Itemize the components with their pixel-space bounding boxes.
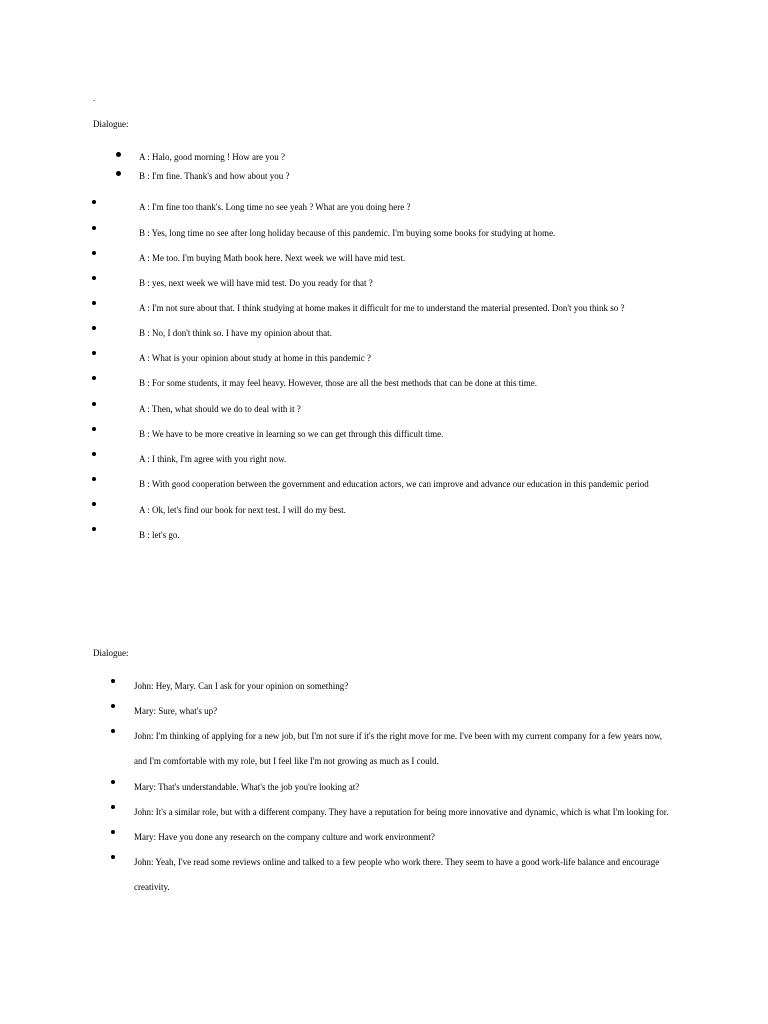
bullet — [92, 527, 96, 531]
list-item: B : yes, next week we will have mid test. Do you ready for that ? — [139, 278, 373, 288]
bullet — [116, 152, 121, 157]
list-item: A : I think, I'm agree with you right now. — [139, 454, 287, 464]
bullet — [92, 200, 96, 204]
bullet — [111, 855, 115, 859]
bullet — [92, 326, 96, 330]
bullet — [111, 679, 115, 683]
section2-heading: Dialogue: — [93, 648, 129, 658]
list-item: B : For some students, it may feel heavy. However, those are all the best methods that can be done at this time. — [139, 378, 537, 388]
list-item: Mary: Sure, what's up? — [134, 706, 218, 716]
bullet — [116, 171, 121, 176]
list-item: John: It's a similar role, but with a different company. They have a reputation for being more innovative and dynamic, which is what I'm looking for. — [134, 807, 669, 817]
bullet — [92, 351, 96, 355]
list-item: A : I'm not sure about that. I think studying at home makes it difficult for me to understand the material presented. Don't you think so ? — [139, 303, 625, 313]
list-item: B : Yes, long time no see after long holiday because of this pandemic. I'm buying some books for studying at home. — [139, 228, 556, 238]
bullet — [111, 780, 115, 784]
list-item-continuation: creativity. — [134, 882, 170, 892]
list-item: John: Hey, Mary. Can I ask for your opinion on something? — [134, 681, 349, 691]
bullet — [111, 729, 115, 733]
bullet — [92, 402, 96, 406]
bullet — [111, 830, 115, 834]
bullet — [92, 301, 96, 305]
section1-heading: Dialogue: — [93, 119, 129, 129]
bullet — [92, 452, 96, 456]
list-item: B : I'm fine. Thank's and how about you ? — [139, 171, 290, 181]
list-item: B : With good cooperation between the government and education actors, we can improve and advance our education in this pandemic period — [139, 479, 649, 489]
list-item: B : No, I don't think so. I have my opinion about that. — [139, 328, 332, 338]
list-item: Mary: That's understandable. What's the job you're looking at? — [134, 782, 360, 792]
list-item: Mary: Have you done any research on the company culture and work environment? — [134, 832, 435, 842]
bullet — [92, 276, 96, 280]
bullet — [92, 502, 96, 506]
list-item: John: I'm thinking of applying for a new job, but I'm not sure if it's the right move for me. I've been with my current company for a few years now, — [134, 731, 663, 741]
list-item: A : What is your opinion about study at home in this pandemic ? — [139, 353, 372, 363]
list-item: B : let's go. — [139, 530, 180, 540]
list-item: B : We have to be more creative in learning so we can get through this difficult time. — [139, 429, 444, 439]
list-item: John: Yeah, I've read some reviews online and talked to a few people who work there. They seem to have a good work-life balance and encourage — [134, 857, 660, 867]
list-item-continuation: and I'm comfortable with my role, but I feel like I'm not growing as much as I could. — [134, 756, 439, 766]
list-item: A : I'm fine too thank's. Long time no see yeah ? What are you doing here ? — [139, 202, 411, 212]
bullet — [111, 704, 115, 708]
bullet — [92, 376, 96, 380]
list-item: A : Then, what should we do to deal with it ? — [139, 404, 301, 414]
list-item: A : Halo, good morning ! How are you ? — [139, 152, 285, 162]
bullet — [92, 477, 96, 481]
list-item: A : Me too. I'm buying Math book here. Next week we will have mid test. — [139, 253, 406, 263]
bullet — [92, 251, 96, 255]
bullet — [111, 805, 115, 809]
list-item: A : Ok, let's find our book for next test. I will do my best. — [139, 505, 346, 515]
bullet — [92, 226, 96, 230]
bullet — [92, 427, 96, 431]
top-mark: . — [93, 93, 96, 103]
